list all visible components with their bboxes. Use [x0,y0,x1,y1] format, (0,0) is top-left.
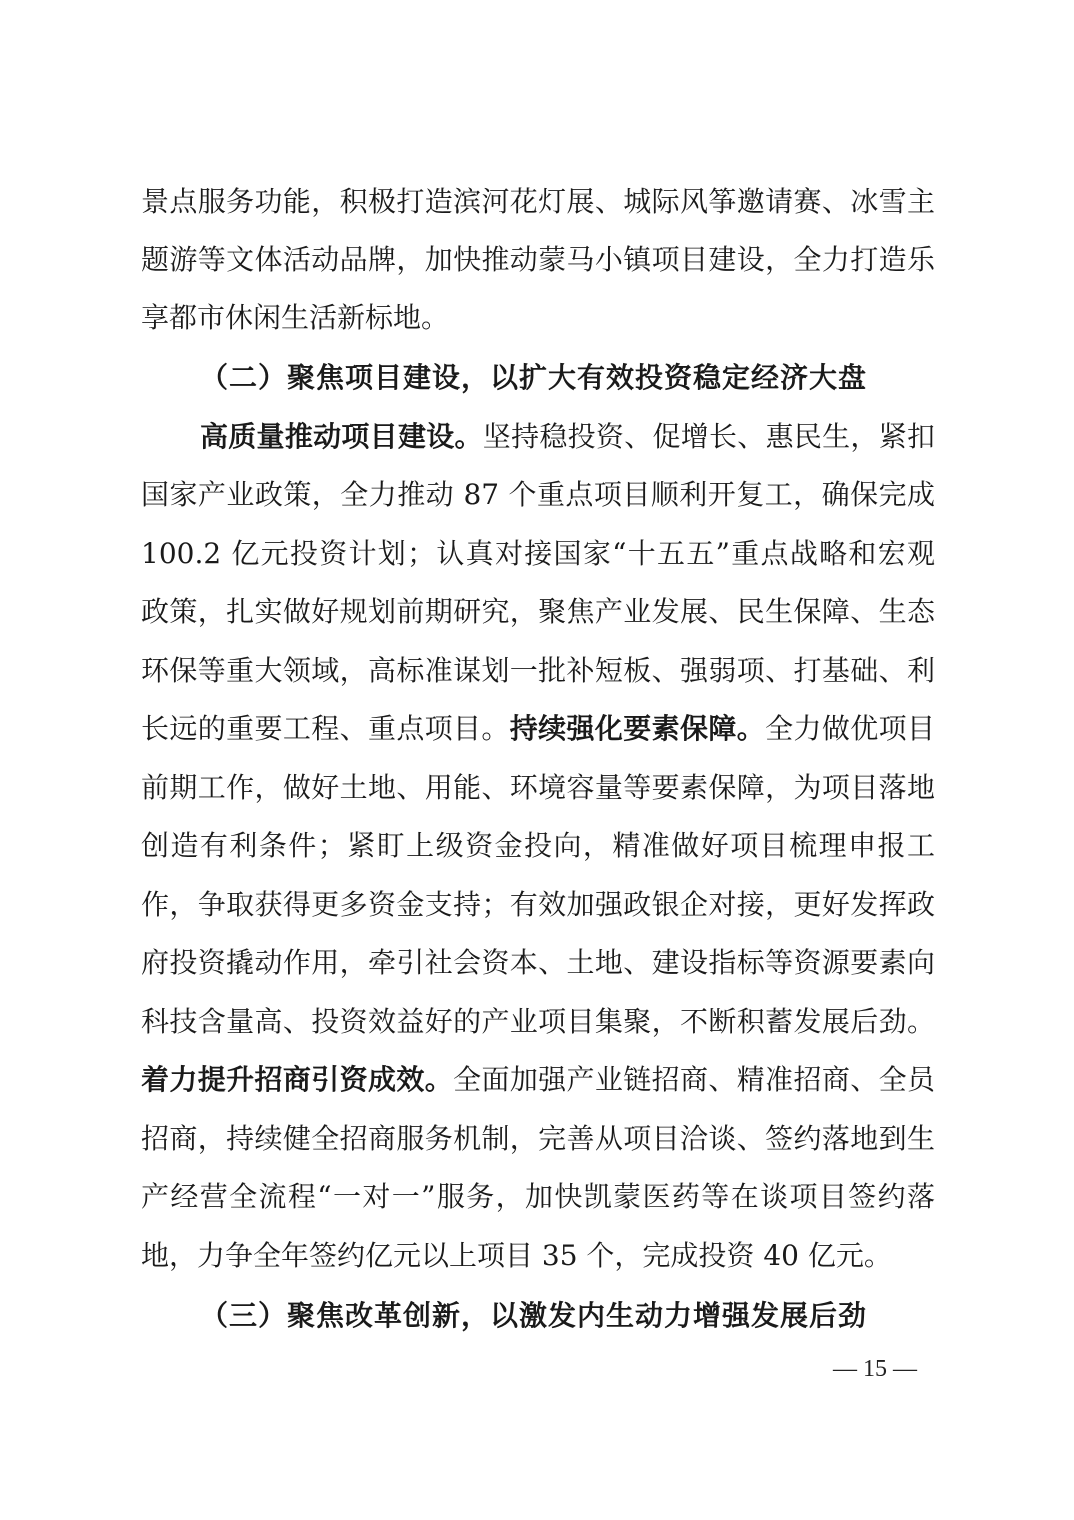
bold-lead-phrase: 高质量推动项目建设。 [200,420,483,453]
paragraph-text: 全力做优项目 [765,712,935,745]
paragraph-line [141,709,935,749]
paragraph-text: 长远的重要工程、重点项目。 [141,712,510,745]
section-heading-3: （三）聚焦改革创新，以激发内生动力增强发展后劲 [200,1299,868,1332]
paragraph-line: 环保等重大领域，高标准谋划一批补短板、强弱项、打基础、利 [141,654,935,687]
paragraph-line: 招商，持续健全招商服务机制，完善从项目洽谈、签约落地到生 [141,1122,935,1155]
paragraph-line: 享都市休闲生活新标地。 [141,301,450,334]
paragraph-line: 产经营全流程“一对一”服务，加快凯蒙医药等在谈项目签约落 [141,1180,935,1213]
paragraph-line: 题游等文体活动品牌，加快推动蒙马小镇项目建设，全力打造乐 [141,243,935,276]
paragraph-line: 景点服务功能，积极打造滨河花灯展、城际风筝邀请赛、冰雪主 [141,185,935,218]
page-number: — 15 — [833,1356,917,1382]
bold-lead-phrase: 着力提升招商引资成效。 [141,1063,454,1096]
paragraph-line: 前期工作，做好土地、用能、环境容量等要素保障，为项目落地 [141,771,935,804]
paragraph-line: 地，力争全年签约亿元以上项目 35 个，完成投资 40 亿元。 [141,1239,892,1272]
paragraph-line: 国家产业政策，全力推动 87 个重点项目顺利开复工，确保完成 [141,478,935,511]
paragraph-line: 100.2 亿元投资计划；认真对接国家“十五五”重点战略和宏观 [141,537,935,570]
paragraph-line: 科技含量高、投资效益好的产业项目集聚，不断积蓄发展后劲。 [141,1005,935,1038]
section-heading-2: （二）聚焦项目建设，以扩大有效投资稳定经济大盘 [200,361,868,394]
paragraph-line [141,1060,935,1100]
paragraph-line: 政策，扎实做好规划前期研究，聚焦产业发展、民生保障、生态 [141,595,935,628]
paragraph-text: 全面加强产业链招商、精准招商、全员 [453,1063,935,1096]
bold-lead-phrase: 持续强化要素保障。 [509,712,766,745]
paragraph-line: 作，争取获得更多资金支持；有效加强政银企对接，更好发挥政 [141,888,935,921]
paragraph-line [200,417,935,457]
paragraph-line: 府投资撬动作用，牵引社会资本、土地、建设指标等资源要素向 [141,946,935,979]
paragraph-line: 创造有利条件；紧盯上级资金投向，精准做好项目梳理申报工 [141,829,935,862]
paragraph-text: 坚持稳投资、促增长、惠民生，紧扣 [482,420,935,453]
